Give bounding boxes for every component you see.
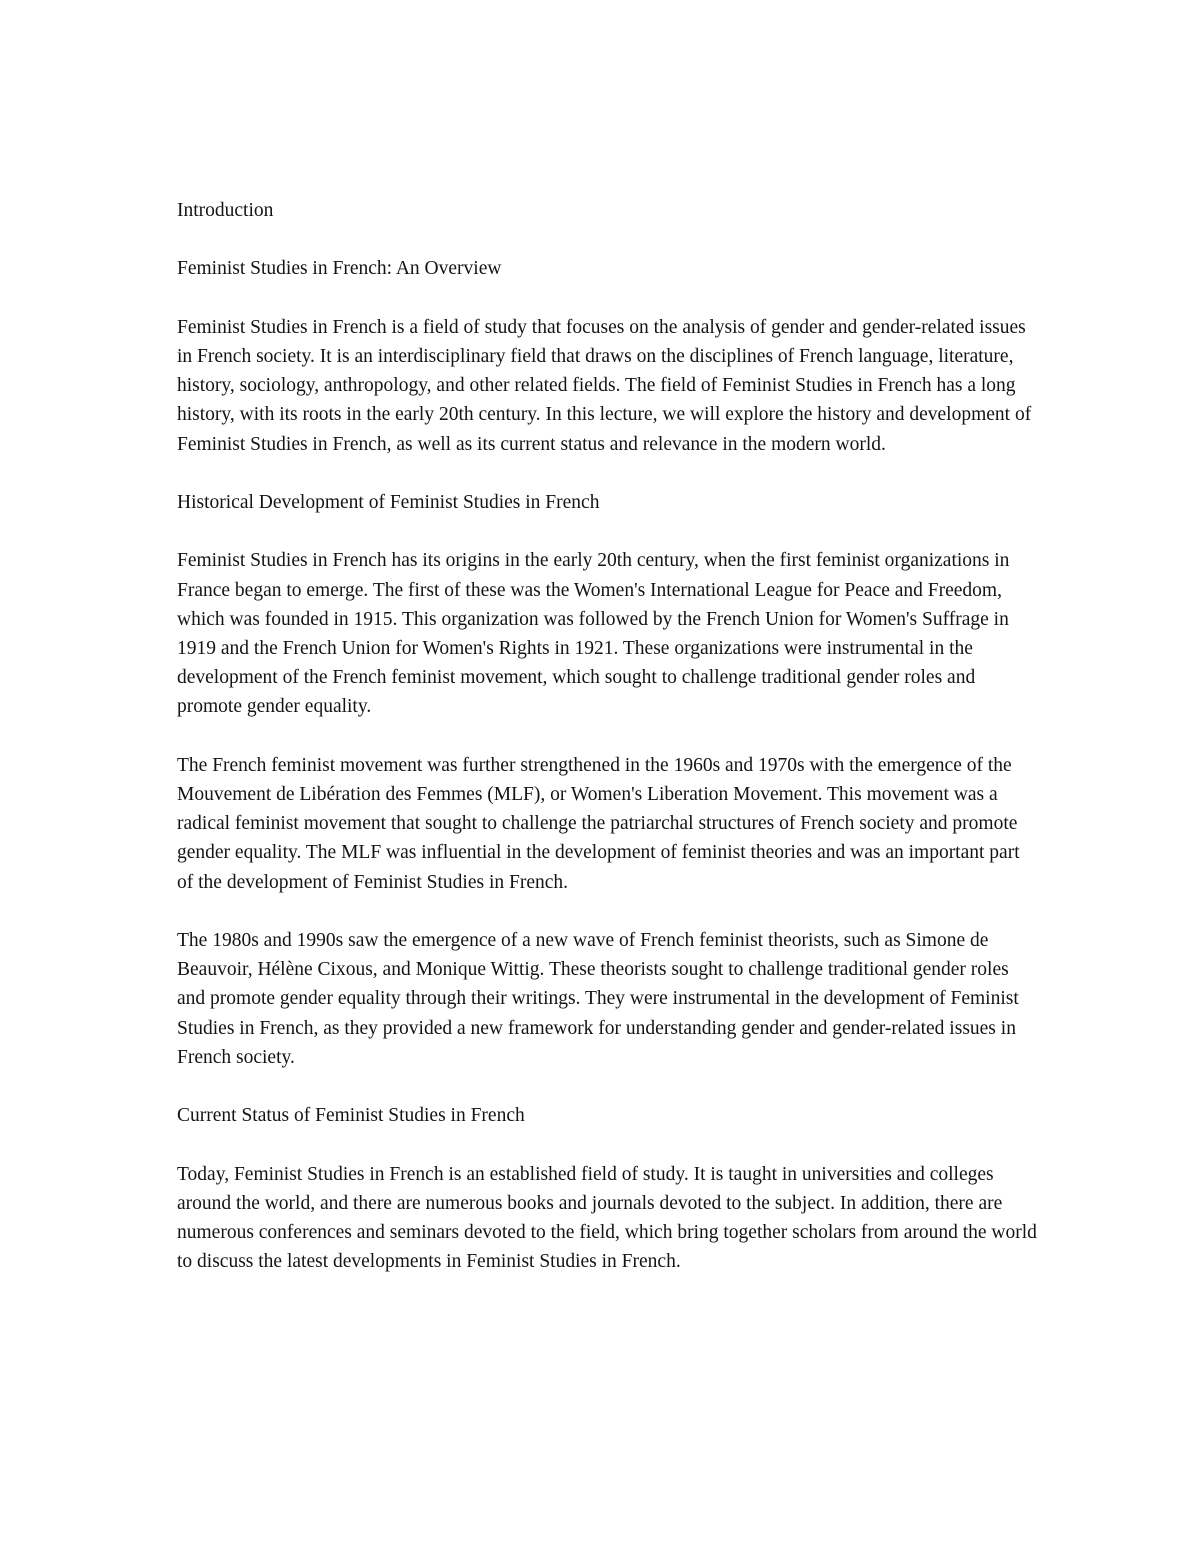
document-heading: Introduction [177, 200, 274, 221]
paragraph-theorists: The 1980s and 1990s saw the emergence of a new wave of French feminist theorists, such as Simone de Beauvoir, Hélène Cixous, and Monique Wittig. These theorists sought to challenge traditional gender roles and promote gender equality through their writings. They were instrumental in the development of Feminist Studies in French, as they provided a new framework for understanding gender and gender-related issues in French society. [177, 929, 1019, 1068]
section-heading-current: Current Status of Feminist Studies in French [177, 1105, 525, 1127]
paragraph-current-status: Today, Feminist Studies in French is an established field of study. It is taught in universities and colleges around the world, and there are numerous books and journals devoted to the subject. In addition, there are numerous conferences and seminars devoted to the field, which bring together scholars from around the world to discuss the latest developments in Feminist Studies in French. [177, 1163, 1037, 1273]
document-subtitle: Feminist Studies in French: An Overview [177, 258, 502, 280]
document-page [177, 196, 1037, 1306]
paragraph-overview: Feminist Studies in French is a field of study that focuses on the analysis of gender and gender-related issues in French society. It is an interdisciplinary field that draws on the disciplines of French language, literature, history, sociology, anthropology, and other related fields. The field of Feminist Studies in French has a long history, with its roots in the early 20th century. In this lecture, we will explore the history and development of Feminist Studies in French, as well as its current status and relevance in the modern world. [177, 316, 1032, 455]
section-heading-historical: Historical Development of Feminist Studies in French [177, 491, 600, 513]
paragraph-mlf: The French feminist movement was further strengthened in the 1960s and 1970s with the emergence of the Mouvement de Libération des Femmes (MLF), or Women's Liberation Movement. This movement was a radical feminist movement that sought to challenge the patriarchal structures of French society and promote gender equality. The MLF was influential in the development of feminist theories and was an important part of the development of Feminist Studies in French. [177, 754, 1020, 893]
paragraph-origins: Feminist Studies in French has its origins in the early 20th century, when the first feminist organizations in France began to emerge. The first of these was the Women's International League for Peace and Freedom, which was founded in 1915. This organization was followed by the French Union for Women's Suffrage in 1919 and the French Union for Women's Rights in 1921. These organizations were instrumental in the development of the French feminist movement, which sought to challenge traditional gender roles and promote gender equality. [177, 550, 1010, 718]
